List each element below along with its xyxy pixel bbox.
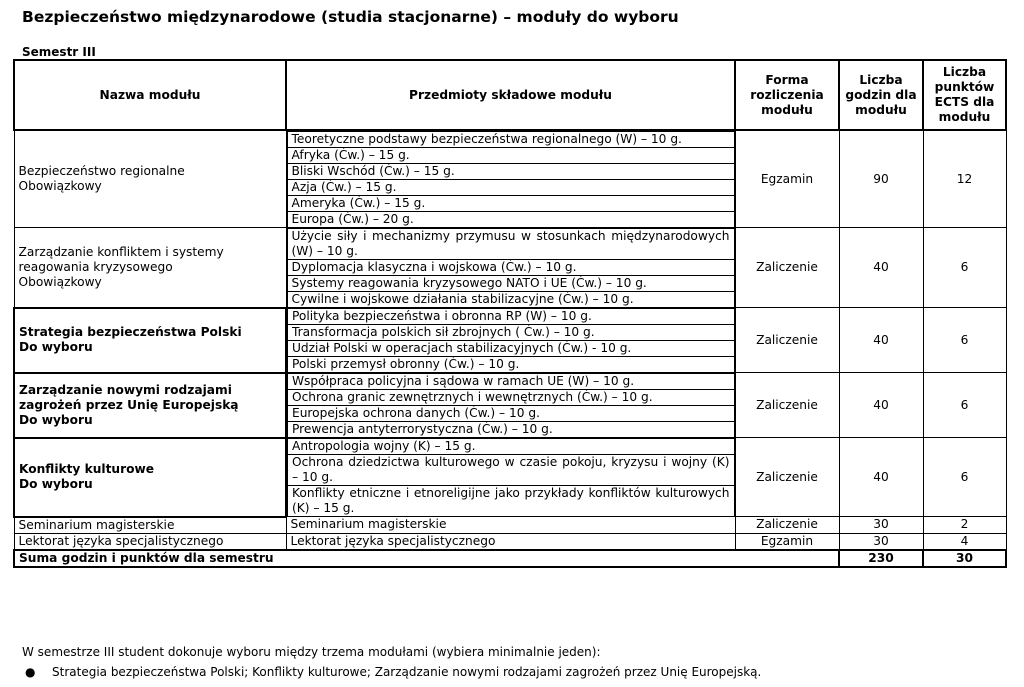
module-name-cell: Seminarium magisterskie xyxy=(14,517,286,534)
subject-item: Dyplomacja klasyczna i wojskowa (Ćw.) – 10 g. xyxy=(287,260,734,276)
subject-item: Bliski Wschód (Ćw.) – 15 g. xyxy=(287,164,734,180)
subject-item: Udział Polski w operacjach stabilizacyjnych (Ćw.) - 10 g. xyxy=(288,341,735,357)
module-name: Strategia bezpieczeństwa Polski xyxy=(19,325,242,339)
subject-item: Konflikty etniczne i etnoreligijne jako przykłady konfliktów kulturowych (K) – 15 g. xyxy=(288,486,735,517)
hours-cell: 40 xyxy=(839,308,923,373)
subject-item: Prewencja antyterrorystyczna (Ćw.) – 10 g. xyxy=(288,422,735,438)
table-row xyxy=(14,533,1006,550)
subjects-cell xyxy=(286,228,735,308)
table-row xyxy=(14,517,1006,534)
header-form: Forma rozliczenia modułu xyxy=(735,60,839,130)
bullet-text: Strategia bezpieczeństwa Polski; Konflikty kulturowe; Zarządzanie nowymi rodzajami zagrożeń przez Unię Europejską. xyxy=(52,665,762,679)
hours-cell: 30 xyxy=(839,517,923,534)
form-cell: Zaliczenie xyxy=(735,438,839,517)
module-type: Obowiązkowy xyxy=(18,274,102,289)
ects-cell: 12 xyxy=(923,130,1006,228)
module-name-cell xyxy=(14,438,286,517)
ects-cell: 2 xyxy=(923,517,1006,534)
module-name: Zarządzanie nowymi rodzajami zagrożeń przez Unię Europejską xyxy=(19,382,239,412)
module-name-cell xyxy=(14,228,286,308)
subject-item: Lektorat języka specjalistycznego xyxy=(286,533,735,550)
hours-cell: 40 xyxy=(839,438,923,517)
ects-cell: 6 xyxy=(923,308,1006,373)
footnote: W semestrze III student dokonuje wyboru między trzema modułami (wybiera minimalnie jeden): xyxy=(22,645,601,659)
module-name: Konflikty kulturowe xyxy=(19,462,154,476)
subject-item: Ameryka (Ćw.) – 15 g. xyxy=(287,196,734,212)
table-row xyxy=(14,228,1006,308)
header-hours: Liczba godzin dla modułu xyxy=(839,60,923,130)
table-header-row xyxy=(14,60,1006,130)
form-cell: Egzamin xyxy=(735,130,839,228)
subject-item: Ochrona granic zewnętrznych i wewnętrznych (Ćw.) – 10 g. xyxy=(288,390,735,406)
module-name-cell xyxy=(14,130,286,228)
total-hours: 230 xyxy=(839,550,923,567)
ects-cell: 4 xyxy=(923,533,1006,550)
ects-cell: 6 xyxy=(923,438,1006,517)
module-name-cell xyxy=(14,373,286,438)
bullet-item xyxy=(25,665,762,679)
table-row xyxy=(14,308,1006,373)
subject-item: Cywilne i wojskowe działania stabilizacyjne (Ćw.) – 10 g. xyxy=(287,292,734,308)
total-row xyxy=(14,550,1006,567)
header-module: Nazwa modułu xyxy=(14,60,286,130)
total-label: Suma godzin i punktów dla semestru xyxy=(14,550,839,567)
subject-item: Teoretyczne podstawy bezpieczeństwa regionalnego (W) – 10 g. xyxy=(287,132,734,148)
subjects-cell xyxy=(286,308,735,373)
module-name: Bezpieczeństwo regionalne xyxy=(18,164,185,178)
hours-cell: 40 xyxy=(839,373,923,438)
form-cell: Zaliczenie xyxy=(735,373,839,438)
subject-item: Współpraca policyjna i sądowa w ramach UE (W) – 10 g. xyxy=(288,374,735,390)
subject-item: Użycie siły i mechanizmy przymusu w stosunkach międzynarodowych (W) – 10 g. xyxy=(287,229,734,260)
hours-cell: 40 xyxy=(839,228,923,308)
subject-item: Europejska ochrona danych (Ćw.) – 10 g. xyxy=(288,406,735,422)
subject-item: Europa (Ćw.) – 20 g. xyxy=(287,212,734,228)
module-name-cell xyxy=(14,308,286,373)
module-name: Zarządzanie konfliktem i systemy reagowania kryzysowego xyxy=(18,244,224,274)
subject-item: Systemy reagowania kryzysowego NATO i UE (Ćw.) – 10 g. xyxy=(287,276,734,292)
subject-item: Ochrona dziedzictwa kulturowego w czasie pokoju, kryzysu i wojny (K) – 10 g. xyxy=(288,455,735,486)
module-name-cell: Lektorat języka specjalistycznego xyxy=(14,533,286,550)
hours-cell: 30 xyxy=(839,533,923,550)
subject-item: Polityka bezpieczeństwa i obronna RP (W) – 10 g. xyxy=(288,309,735,325)
subjects-cell xyxy=(286,373,735,438)
header-subjects: Przedmioty składowe modułu xyxy=(286,60,735,130)
page-title: Bezpieczeństwo międzynarodowe (studia stacjonarne) – moduły do wyboru xyxy=(22,8,679,26)
module-type: Do wyboru xyxy=(19,340,93,354)
module-type: Do wyboru xyxy=(19,477,93,491)
hours-cell: 90 xyxy=(839,130,923,228)
bullet-icon: ● xyxy=(25,665,36,679)
semester-label: Semestr III xyxy=(22,45,96,59)
form-cell: Zaliczenie xyxy=(735,308,839,373)
subjects-cell xyxy=(286,438,735,517)
subject-item: Seminarium magisterskie xyxy=(286,517,735,534)
table-row xyxy=(14,438,1006,517)
form-cell: Egzamin xyxy=(735,533,839,550)
ects-cell: 6 xyxy=(923,228,1006,308)
header-ects: Liczba punktów ECTS dla modułu xyxy=(923,60,1006,130)
subject-item: Azja (Ćw.) – 15 g. xyxy=(287,180,734,196)
subject-item: Transformacja polskich sił zbrojnych ( Ćw.) – 10 g. xyxy=(288,325,735,341)
module-type: Obowiązkowy xyxy=(18,179,102,193)
total-ects: 30 xyxy=(923,550,1006,567)
subject-item: Antropologia wojny (K) – 15 g. xyxy=(288,439,735,455)
table-row xyxy=(14,130,1006,228)
subjects-cell xyxy=(286,130,735,228)
form-cell: Zaliczenie xyxy=(735,517,839,534)
form-cell: Zaliczenie xyxy=(735,228,839,308)
subject-item: Polski przemysł obronny (Ćw.) – 10 g. xyxy=(288,357,735,373)
module-type: Do wyboru xyxy=(19,412,93,427)
ects-cell: 6 xyxy=(923,373,1006,438)
subject-item: Afryka (Ćw.) – 15 g. xyxy=(287,148,734,164)
table-row xyxy=(14,373,1006,438)
modules-table xyxy=(13,59,1007,568)
